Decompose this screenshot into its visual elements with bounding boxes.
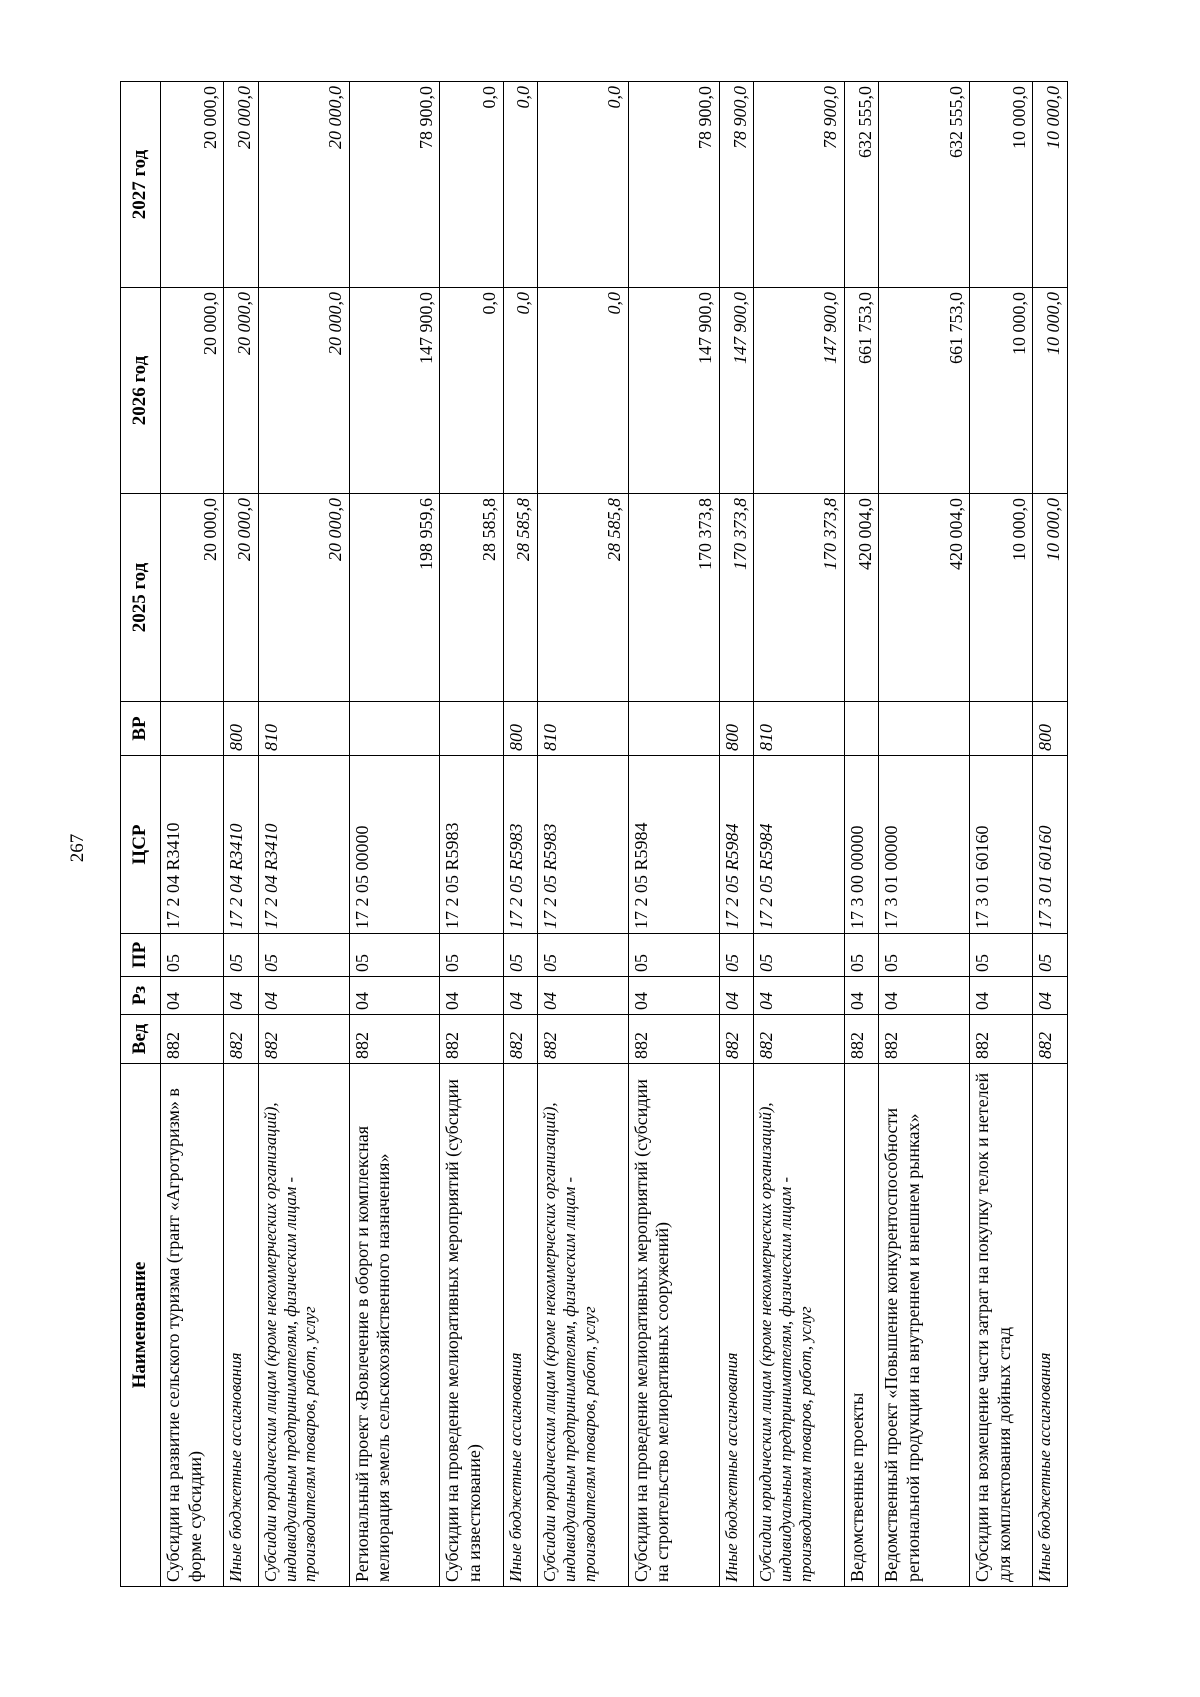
table-row	[538, 82, 629, 1587]
row-2027: 632 555,0	[879, 82, 970, 288]
row-2025: 170 373,8	[754, 494, 845, 702]
row-rz: 04	[628, 977, 719, 1015]
row-rz: 04	[719, 977, 753, 1015]
row-csr: 17 3 00 00000	[844, 756, 878, 934]
table-row	[1033, 82, 1068, 1587]
row-2025: 198 959,6	[349, 494, 440, 702]
row-csr: 17 2 05 00000	[349, 756, 440, 934]
row-2026: 147 900,0	[754, 288, 845, 494]
row-2026: 0,0	[503, 288, 537, 494]
row-2025: 20 000,0	[161, 494, 224, 702]
row-name: Субсидии на возмещение части затрат на покупку телок и нетелей для комплектования дойных стад	[970, 1064, 1033, 1587]
row-pr: 05	[224, 934, 258, 977]
row-2027: 10 000,0	[970, 82, 1033, 288]
row-name: Субсидии на проведение мелиоративных мероприятий (субсидии на известкование)	[440, 1064, 503, 1587]
row-2027: 10 000,0	[1033, 82, 1068, 288]
row-ved: 882	[754, 1015, 845, 1064]
table-row	[970, 82, 1033, 1587]
row-2026: 147 900,0	[349, 288, 440, 494]
row-name: Субсидии на проведение мелиоративных мероприятий (субсидии на строительство мелиоративных сооружений)	[628, 1064, 719, 1587]
row-rz: 04	[1033, 977, 1068, 1015]
row-rz: 04	[754, 977, 845, 1015]
row-2025: 420 004,0	[844, 494, 878, 702]
row-2027: 78 900,0	[754, 82, 845, 288]
header-2027: 2027 год	[121, 82, 161, 288]
row-name: Иные бюджетные ассигнования	[503, 1064, 537, 1587]
row-ved: 882	[970, 1015, 1033, 1064]
row-2025: 170 373,8	[719, 494, 753, 702]
table-row	[628, 82, 719, 1587]
row-csr: 17 3 01 60160	[970, 756, 1033, 934]
table-row	[719, 82, 753, 1587]
row-2027: 0,0	[440, 82, 503, 288]
row-csr: 17 2 05 R5984	[754, 756, 845, 934]
row-vr	[440, 702, 503, 756]
row-rz: 04	[970, 977, 1033, 1015]
row-2025: 28 585,8	[440, 494, 503, 702]
row-pr: 05	[628, 934, 719, 977]
row-ved: 882	[503, 1015, 537, 1064]
row-2027: 20 000,0	[161, 82, 224, 288]
row-2027: 78 900,0	[349, 82, 440, 288]
row-2026: 147 900,0	[719, 288, 753, 494]
table-row	[844, 82, 878, 1587]
header-vr: ВР	[121, 702, 161, 756]
row-vr: 800	[224, 702, 258, 756]
row-ved: 882	[440, 1015, 503, 1064]
table-header-row	[121, 82, 161, 1587]
row-2026: 20 000,0	[224, 288, 258, 494]
row-csr: 17 2 04 R3410	[224, 756, 258, 934]
row-name: Иные бюджетные ассигнования	[224, 1064, 258, 1587]
row-csr: 17 2 05 R5983	[440, 756, 503, 934]
row-rz: 04	[844, 977, 878, 1015]
row-2025: 420 004,0	[879, 494, 970, 702]
row-vr: 800	[719, 702, 753, 756]
row-pr: 05	[258, 934, 349, 977]
row-ved: 882	[224, 1015, 258, 1064]
row-csr: 17 2 05 R5984	[628, 756, 719, 934]
row-ved: 882	[879, 1015, 970, 1064]
table-row	[224, 82, 258, 1587]
row-vr: 810	[538, 702, 629, 756]
row-2025: 28 585,8	[503, 494, 537, 702]
row-ved: 882	[628, 1015, 719, 1064]
header-2025: 2025 год	[121, 494, 161, 702]
row-name: Субсидии юридическим лицам (кроме некоммерческих организаций), индивидуальным предпринимателям, физическим лицам - производителям товаров, работ, услуг	[538, 1064, 629, 1587]
row-rz: 04	[879, 977, 970, 1015]
table-row	[349, 82, 440, 1587]
budget-table	[120, 81, 1068, 1587]
row-csr: 17 2 05 R5983	[538, 756, 629, 934]
row-vr	[879, 702, 970, 756]
row-csr: 17 2 04 R3410	[161, 756, 224, 934]
row-rz: 04	[224, 977, 258, 1015]
row-rz: 04	[503, 977, 537, 1015]
row-name: Ведомственные проекты	[844, 1064, 878, 1587]
row-2027: 78 900,0	[719, 82, 753, 288]
row-vr	[628, 702, 719, 756]
row-pr: 05	[349, 934, 440, 977]
row-2025: 10 000,0	[970, 494, 1033, 702]
row-2027: 0,0	[538, 82, 629, 288]
row-2025: 20 000,0	[258, 494, 349, 702]
table-row	[879, 82, 970, 1587]
row-pr: 05	[970, 934, 1033, 977]
row-pr: 05	[503, 934, 537, 977]
row-name: Субсидии юридическим лицам (кроме некоммерческих организаций), индивидуальным предпринимателям, физическим лицам - производителям товаров, работ, услуг	[754, 1064, 845, 1587]
row-pr: 05	[844, 934, 878, 977]
row-2025: 28 585,8	[538, 494, 629, 702]
header-rz: Рз	[121, 977, 161, 1015]
row-vr: 810	[258, 702, 349, 756]
row-pr: 05	[538, 934, 629, 977]
row-pr: 05	[161, 934, 224, 977]
row-2026: 20 000,0	[161, 288, 224, 494]
row-2026: 10 000,0	[1033, 288, 1068, 494]
row-csr: 17 2 05 R5983	[503, 756, 537, 934]
row-rz: 04	[538, 977, 629, 1015]
row-2026: 661 753,0	[879, 288, 970, 494]
row-2025: 20 000,0	[224, 494, 258, 702]
row-ved: 882	[161, 1015, 224, 1064]
row-name: Иные бюджетные ассигнования	[1033, 1064, 1068, 1587]
table-row	[754, 82, 845, 1587]
row-vr	[844, 702, 878, 756]
table-row	[503, 82, 537, 1587]
row-name: Субсидии юридическим лицам (кроме некоммерческих организаций), индивидуальным предпринимателям, физическим лицам - производителям товаров, работ, услуг	[258, 1064, 349, 1587]
header-2026: 2026 год	[121, 288, 161, 494]
row-2026: 10 000,0	[970, 288, 1033, 494]
row-ved: 882	[349, 1015, 440, 1064]
table-row	[440, 82, 503, 1587]
row-rz: 04	[161, 977, 224, 1015]
budget-table-container	[120, 82, 1068, 1587]
row-2025: 170 373,8	[628, 494, 719, 702]
row-name: Ведомственный проект «Повышение конкурентоспособности региональной продукции на внутреннем и внешнем рынках»	[879, 1064, 970, 1587]
row-2026: 147 900,0	[628, 288, 719, 494]
row-name: Иные бюджетные ассигнования	[719, 1064, 753, 1587]
row-ved: 882	[844, 1015, 878, 1064]
row-pr: 05	[754, 934, 845, 977]
row-ved: 882	[538, 1015, 629, 1064]
row-2027: 632 555,0	[844, 82, 878, 288]
row-pr: 05	[879, 934, 970, 977]
row-vr	[161, 702, 224, 756]
page-number: 267	[67, 833, 88, 863]
row-2027: 78 900,0	[628, 82, 719, 288]
row-2025: 10 000,0	[1033, 494, 1068, 702]
header-name: Наименование	[121, 1064, 161, 1587]
table-row	[258, 82, 349, 1587]
row-vr	[349, 702, 440, 756]
row-ved: 882	[258, 1015, 349, 1064]
row-rz: 04	[349, 977, 440, 1015]
table-row	[161, 82, 224, 1587]
row-2027: 20 000,0	[258, 82, 349, 288]
row-csr: 17 3 01 60160	[1033, 756, 1068, 934]
row-rz: 04	[440, 977, 503, 1015]
row-name: Субсидии на развитие сельского туризма (грант «Агротуризм» в форме субсидии)	[161, 1064, 224, 1587]
header-ved: Вед	[121, 1015, 161, 1064]
row-pr: 05	[1033, 934, 1068, 977]
row-vr: 800	[503, 702, 537, 756]
row-rz: 04	[258, 977, 349, 1015]
row-2026: 0,0	[440, 288, 503, 494]
row-2027: 20 000,0	[224, 82, 258, 288]
header-csr: ЦСР	[121, 756, 161, 934]
row-pr: 05	[719, 934, 753, 977]
row-ved: 882	[719, 1015, 753, 1064]
row-ved: 882	[1033, 1015, 1068, 1064]
row-csr: 17 2 05 R5984	[719, 756, 753, 934]
row-vr	[970, 702, 1033, 756]
row-2026: 661 753,0	[844, 288, 878, 494]
row-2027: 0,0	[503, 82, 537, 288]
row-2026: 20 000,0	[258, 288, 349, 494]
row-vr: 800	[1033, 702, 1068, 756]
row-name: Региональный проект «Вовлечение в оборот и комплексная мелиорация земель сельскохозяйственного назначения»	[349, 1064, 440, 1587]
row-vr: 810	[754, 702, 845, 756]
row-csr: 17 3 01 00000	[879, 756, 970, 934]
row-pr: 05	[440, 934, 503, 977]
row-csr: 17 2 04 R3410	[258, 756, 349, 934]
header-pr: ПР	[121, 934, 161, 977]
row-2026: 0,0	[538, 288, 629, 494]
